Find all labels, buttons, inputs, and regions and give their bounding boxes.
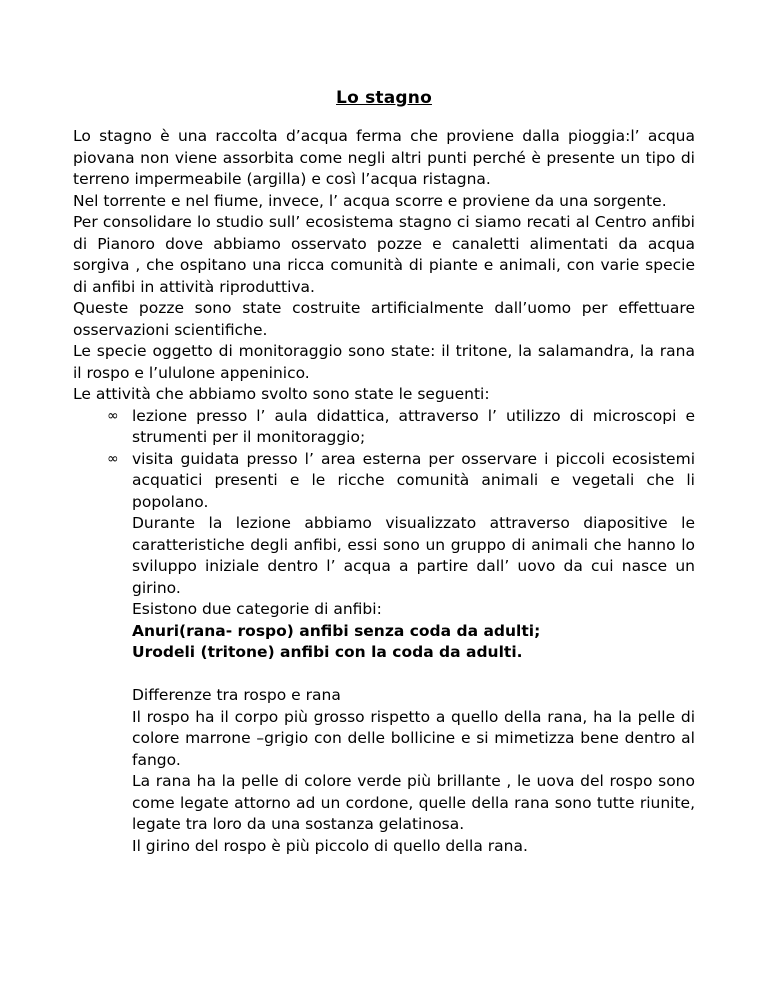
activities-list <box>73 406 695 514</box>
blank-line <box>73 664 695 686</box>
paragraph-3: Per consolidare lo studio sull’ ecosistema stagno ci siamo recati al Centro anfibi di Pianoro dove abbiamo osservato pozze e canaletti alimentati da acqua sorgiva , che ospitano una ricca comunità di piante e animali, con varie specie di anfibi in attività riproduttiva. <box>73 213 695 296</box>
paragraph-6: Le attività che abbiamo svolto sono state le seguenti: <box>73 385 490 403</box>
list-item <box>73 449 695 514</box>
difference-paragraph-3: Il girino del rospo è più piccolo di quello della rana. <box>132 836 528 855</box>
list-item-text: lezione presso l’ aula didattica, attraverso l’ utilizzo di microscopi e strumenti per il monitoraggio; <box>132 406 695 446</box>
paragraph-1: Lo stagno è una raccolta d’acqua ferma che proviene dalla pioggia:l’ acqua piovana non viene assorbita come negli altri punti perché è presente un tipo di terreno impermeabile (argilla) e così l’acqua ristagna. <box>73 127 695 188</box>
document-body <box>73 126 695 857</box>
category-anuri: Anuri(rana- rospo) anfibi senza coda da adulti; <box>132 621 541 640</box>
bullet-infinity-icon: ∞ <box>107 407 119 424</box>
difference-paragraph-2: La rana ha la pelle di colore verde più brillante , le uova del rospo sono come legate attorno ad un cordone, quelle della rana sono tutte riunite, legate tra loro da una sostanza gelatinosa. <box>132 772 695 833</box>
bullet-infinity-icon: ∞ <box>107 450 119 467</box>
lesson-paragraph: Durante la lezione abbiamo visualizzato attraverso diapositive le caratteristiche degli anfibi, essi sono un gruppo di animali che hanno lo sviluppo iniziale dentro l’ acqua a partire dall’ uovo da cui nasce un girino. <box>132 514 695 597</box>
page-title: Lo stagno <box>336 88 432 108</box>
paragraph-5: Le specie oggetto di monitoraggio sono state: il tritone, la salamandra, la rana il rospo e l’ululone appeninico. <box>73 342 695 382</box>
difference-paragraph-1: Il rospo ha il corpo più grosso rispetto a quello della rana, ha la pelle di colore marrone –grigio con delle bollicine e si mimetizza bene dentro al fango. <box>132 707 695 769</box>
list-item <box>73 406 695 449</box>
categories-intro: Esistono due categorie di anfibi: <box>132 600 382 618</box>
paragraph-4: Queste pozze sono state costruite artificialmente dall’uomo per effettuare osservazioni scientifiche. <box>73 299 695 339</box>
differences-heading: Differenze tra rospo e rana <box>132 686 341 704</box>
list-item-text: visita guidata presso l’ area esterna per osservare i piccoli ecosistemi acquatici presenti e le ricche comunità animali e vegetali che li popolano. <box>132 449 695 511</box>
paragraph-2: Nel torrente e nel fiume, invece, l’ acqua scorre e proviene da una sorgente. <box>73 191 667 210</box>
category-urodeli: Urodeli (tritone) anfibi con la coda da adulti. <box>132 643 523 661</box>
